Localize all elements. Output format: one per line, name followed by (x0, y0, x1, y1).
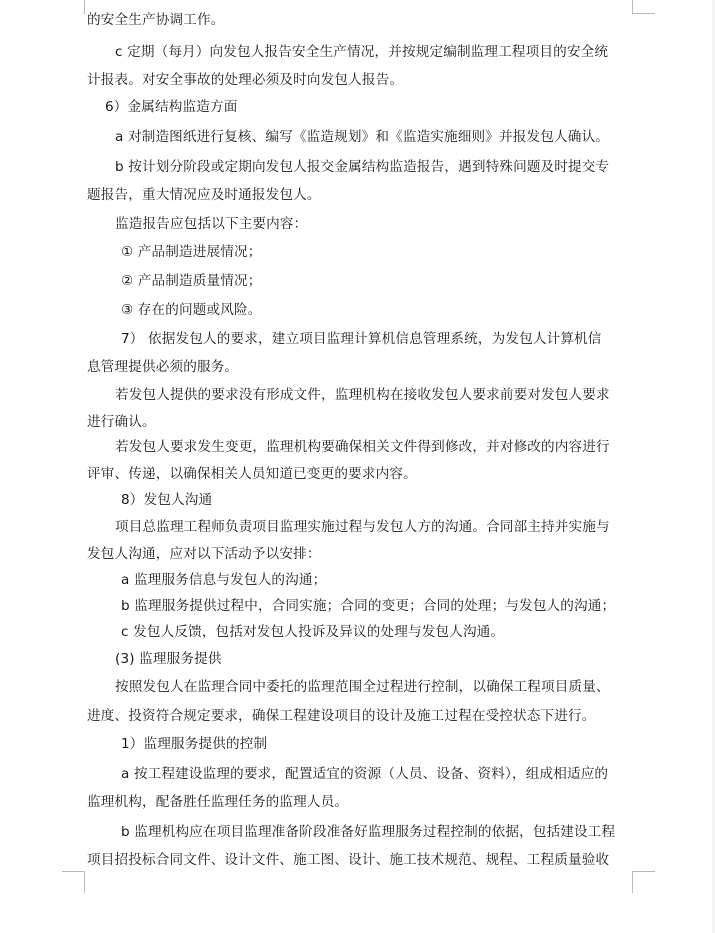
text-line: 进行确认。 (87, 414, 156, 430)
crop-mark-bottom-left-vertical (84, 871, 85, 893)
text-line: 监理机构，配备胜任监理任务的监理人员。 (87, 794, 349, 810)
text-line: 评审、传递，以确保相关人员知道已变更的要求内容。 (87, 466, 417, 482)
text-line: 6）金属结构监造方面 (105, 99, 238, 115)
text-line: 息管理提供必须的服务。 (87, 359, 239, 375)
text-line: a 监理服务信息与发包人的沟通； (121, 572, 327, 588)
crop-mark-top-left-vertical (84, 0, 85, 14)
text-line: 题报告，重大情况应及时通报发包人。 (87, 187, 321, 203)
text-line: b 监理机构应在项目监理准备阶段准备好监理服务过程控制的依据，包括建设工程 (121, 824, 616, 840)
crop-mark-bottom-right-horizontal (633, 871, 655, 872)
crop-mark-top-right-horizontal (633, 13, 655, 14)
text-line: 8）发包人沟通 (121, 492, 213, 508)
text-line: c 定期（每月）向发包人报告安全生产情况，并按规定编制监理工程项目的安全统 (115, 44, 609, 60)
text-line: ③ 存在的问题或风险。 (121, 302, 262, 318)
crop-mark-bottom-right-vertical (632, 871, 633, 893)
text-line: 发包人沟通，应对以下活动予以安排： (87, 546, 321, 562)
text-line: (3) 监理服务提供 (115, 651, 222, 667)
crop-mark-top-right-vertical (632, 0, 633, 14)
text-line: 进度、投资符合规定要求，确保工程建设项目的设计及施工过程在受控状态下进行。 (87, 708, 596, 724)
text-line: 若发包人提供的要求没有形成文件，监理机构在接收发包人要求前要对发包人要求 (115, 387, 610, 403)
crop-mark-bottom-left-horizontal (62, 871, 84, 872)
text-line: a 按工程建设监理的要求，配置适宜的资源（人员、设备、资料），组成相适应的 (121, 766, 609, 782)
text-line: 项目招投标合同文件、设计文件、施工图、设计、施工技术规范、规程、工程质量验收 (87, 852, 610, 868)
text-line: 7） 依据发包人的要求，建立项目监理计算机信息管理系统，为发包人计算机信 (121, 331, 602, 347)
text-line: c 发包人反馈，包括对发包人投诉及异议的处理与发包人沟通。 (121, 624, 505, 640)
text-line: 监造报告应包括以下主要内容： (115, 216, 308, 232)
text-line: 的安全生产协调工作。 (87, 12, 225, 28)
text-line: 项目总监理工程师负责项目监理实施过程与发包人方的沟通。合同部主持并实施与 (115, 519, 610, 535)
text-line: b 按计划分阶段或定期向发包人报交金属结构监造报告，遇到特殊问题及时提交专 (115, 159, 610, 175)
text-line: ② 产品制造质量情况； (121, 273, 262, 289)
text-line: 若发包人要求发生变更，监理机构要确保相关文件得到修改，并对修改的内容进行 (115, 439, 610, 455)
text-line: 计报表。对安全事故的处理必须及时向发包人报告。 (87, 72, 404, 88)
text-line: ① 产品制造进展情况； (121, 244, 262, 260)
text-line: b 监理服务提供过程中，合同实施；合同的变更；合同的处理；与发包人的沟通； (121, 598, 616, 614)
text-line: 按照发包人在监理合同中委托的监理范围全过程进行控制，以确保工程项目质量、 (115, 679, 610, 695)
text-line: a 对制造图纸进行复核、编写《监造规划》和《监造实施细则》并报发包人确认。 (115, 129, 609, 145)
text-line: 1）监理服务提供的控制 (121, 736, 268, 752)
